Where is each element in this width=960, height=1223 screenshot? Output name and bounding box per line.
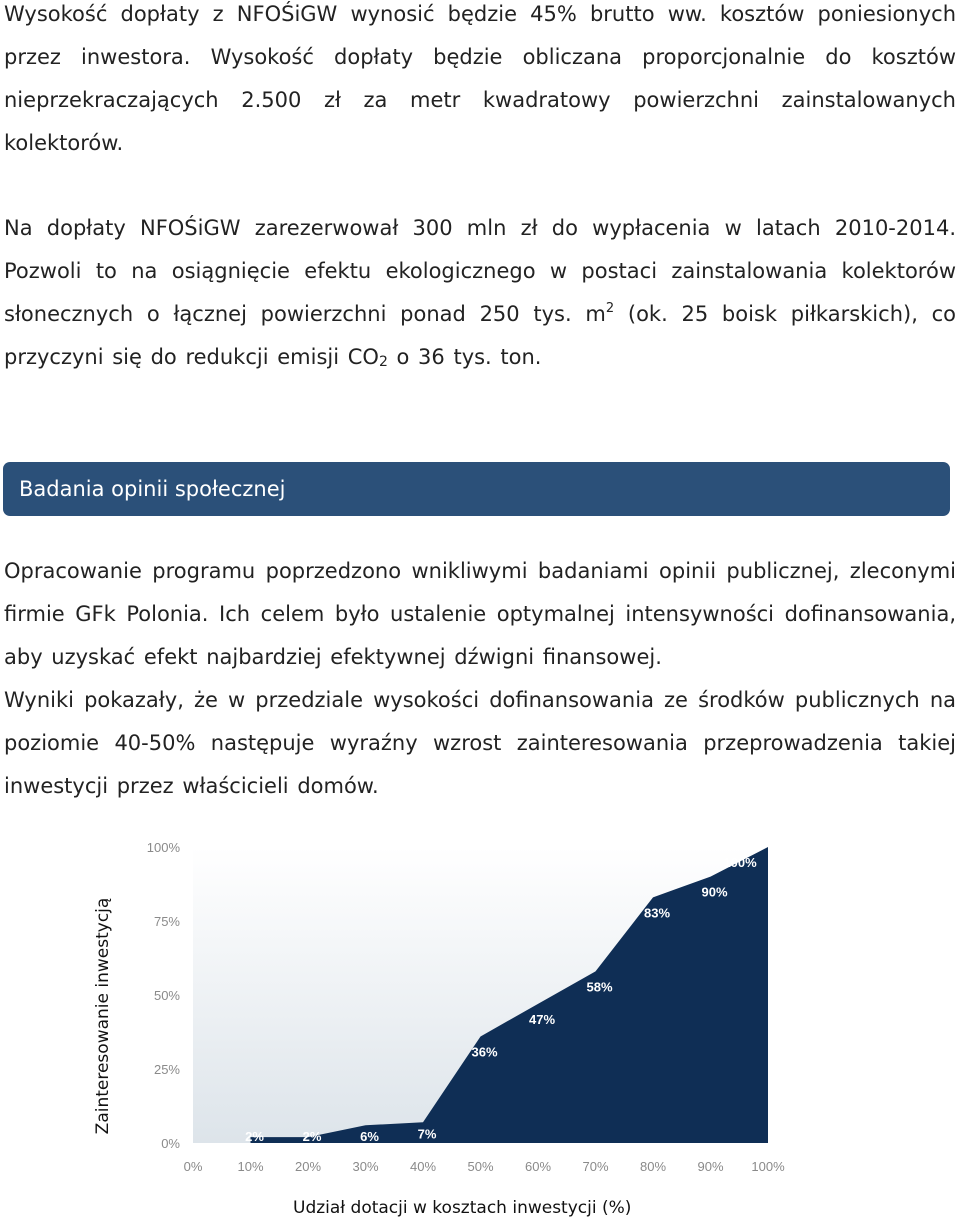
data-label: 100% [723, 855, 757, 870]
data-label: 6% [360, 1129, 379, 1144]
data-label: 36% [471, 1044, 498, 1060]
reserved-funds-text-a: Na dopłaty NFOŚiGW zarezerwował 300 mln zł do wypłacenia w latach 2010-2014. Pozwoli to na osiągnięcie efektu ekologicznego w postaci zainstalowania kolektorów słonecznych o łącznej powierzchni ponad 250 tys. m [4, 216, 956, 326]
interest-area-chart [130, 835, 790, 1180]
data-label: 2% [245, 1129, 264, 1144]
x-tick-label: 30% [352, 1159, 379, 1174]
x-tick-label: 10% [237, 1159, 264, 1174]
y-tick-label: 75% [153, 914, 180, 929]
data-label: 83% [643, 905, 671, 921]
data-label: 7% [417, 1126, 437, 1142]
section-heading-banner [3, 462, 950, 516]
co2-subscript: 2 [378, 354, 388, 370]
x-axis-label: Udział dotacji w kosztach inwestycji (%) [293, 1198, 632, 1218]
x-tick-label: 20% [294, 1159, 322, 1174]
x-tick-label: 90% [697, 1159, 724, 1174]
paragraph-research: Opracowanie programu poprzedzono wnikliwymi badaniami opinii publicznej, zleconymi firmie GFk Polonia. Ich celem było ustalenie optymalnej intensywności dofinansowania, aby uzyskać efekt najbardziej efektywnej dźwigni finansowej. [4, 559, 956, 669]
x-tick-label: 60% [524, 1159, 552, 1174]
paragraph-results: Wyniki pokazały, że w przedziale wysokości dofinansowania ze środków publicznych na poziomie 40-50% następuje wyraźny wzrost zainteresowania przeprowadzenia takiej inwestycji przez właścicieli domów. [4, 688, 956, 798]
x-tick-label: 70% [582, 1159, 609, 1174]
x-tick-label: 40% [409, 1159, 437, 1174]
x-tick-label: 0% [183, 1159, 203, 1174]
x-tick-label: 80% [639, 1159, 667, 1174]
paragraph-subsidy-amount: Wysokość dopłaty z NFOŚiGW wynosić będzie 45% brutto ww. kosztów poniesionych przez inwestora. Wysokość dopłaty będzie obliczana proporcjonalnie do kosztów nieprzekraczających 2.500 zł za metr kwadratowy powierzchni zainstalowanych kolektorów. [4, 2, 956, 155]
y-axis-label: Zainteresowanie inwestycją [93, 897, 113, 1135]
y-tick-label: 0% [161, 1136, 180, 1151]
section-heading: Badania opinii społecznej [19, 477, 286, 501]
reserved-funds-text-b: (ok. 25 boisk piłkarskich), co przyczyni się do redukcji emisji CO [4, 302, 956, 369]
y-tick-label: 50% [153, 988, 180, 1003]
x-tick-label: 50% [467, 1159, 494, 1174]
y-tick-label: 100% [146, 840, 180, 855]
reserved-funds-text-c: o 36 tys. ton. [387, 345, 542, 369]
paragraph-reserved-funds [4, 207, 956, 379]
x-tick-label: 100% [751, 1159, 785, 1174]
data-label: 58% [586, 979, 613, 995]
data-label: 47% [528, 1011, 556, 1027]
data-label: 2% [302, 1129, 322, 1144]
square-superscript: 2 [605, 301, 615, 316]
y-tick-label: 25% [153, 1062, 180, 1077]
data-label: 90% [701, 884, 728, 900]
